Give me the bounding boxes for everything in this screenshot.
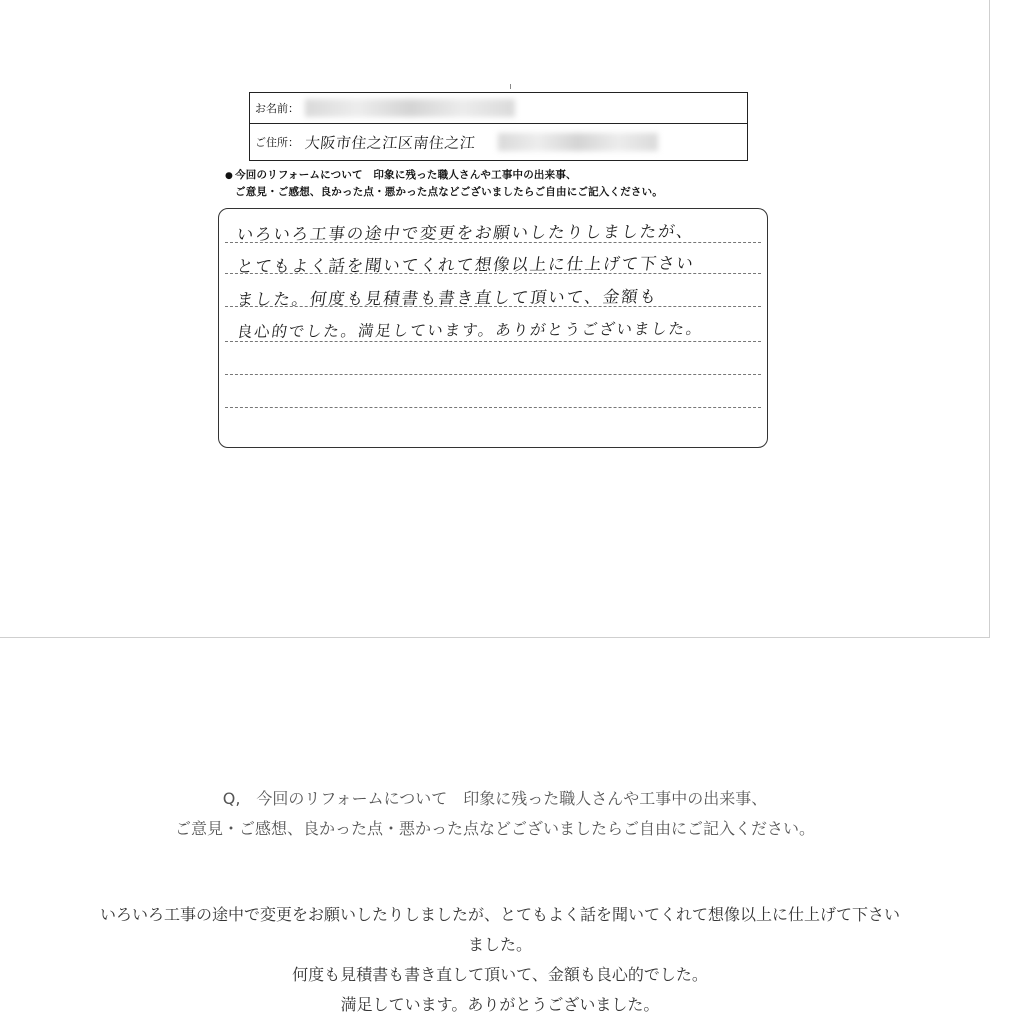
address-redaction: [498, 133, 658, 151]
address-handwritten: 大阪市住之江区南住之江: [304, 133, 477, 152]
scan-question-line1: 今回のリフォームについて 印象に残った職人さんや工事中の出来事、: [235, 169, 577, 181]
answer-line1: いろいろ工事の途中で変更をお願いしたりしましたが、とてもよく話を聞いてくれて想像以上に仕上げて下さい: [99, 905, 900, 924]
scan-question-text: [225, 167, 765, 200]
question-line2: ご意見・ご感想、良かった点・悪かった点などございましたらご自由にご記入ください。: [174, 819, 815, 838]
answer-line4: 満足しています。ありがとうございました。: [340, 995, 660, 1014]
handwritten-line: とてもよく話を聞いてくれて想像以上に仕上げて下さい: [235, 253, 697, 276]
answer-line2: ました。: [467, 935, 532, 954]
handwritten-comment-box: [218, 208, 768, 448]
scan-question-line2: ご意見・ご感想、良かった点・悪かった点などございましたらご自由にご記入ください。: [235, 186, 663, 198]
answer-text: [0, 900, 1000, 1020]
scan-mark: [510, 84, 511, 89]
bullet-icon: ●: [225, 171, 234, 181]
address-row: [250, 124, 747, 160]
handwritten-line: 良心的でした。満足しています。ありがとうございました。: [235, 319, 705, 341]
customer-info-table: [249, 92, 748, 161]
answer-line3: 何度も見積書も書き直して頂いて、金額も良心的でした。: [292, 965, 708, 984]
question-text: [0, 784, 990, 844]
handwritten-line: ました。何度も見積書も書き直して頂いて、金額も: [235, 287, 660, 309]
question-line1: Q, 今回のリフォームについて 印象に残った職人さんや工事中の出来事、: [222, 789, 768, 808]
name-label: お名前：: [255, 102, 299, 115]
ruled-line: [225, 407, 761, 408]
address-label: ご住所：: [255, 136, 299, 149]
name-redaction: [305, 99, 515, 117]
name-row: [250, 93, 747, 124]
ruled-line: [225, 374, 761, 375]
handwritten-line: いろいろ工事の途中で変更をお願いしたりしましたが、: [235, 221, 697, 244]
